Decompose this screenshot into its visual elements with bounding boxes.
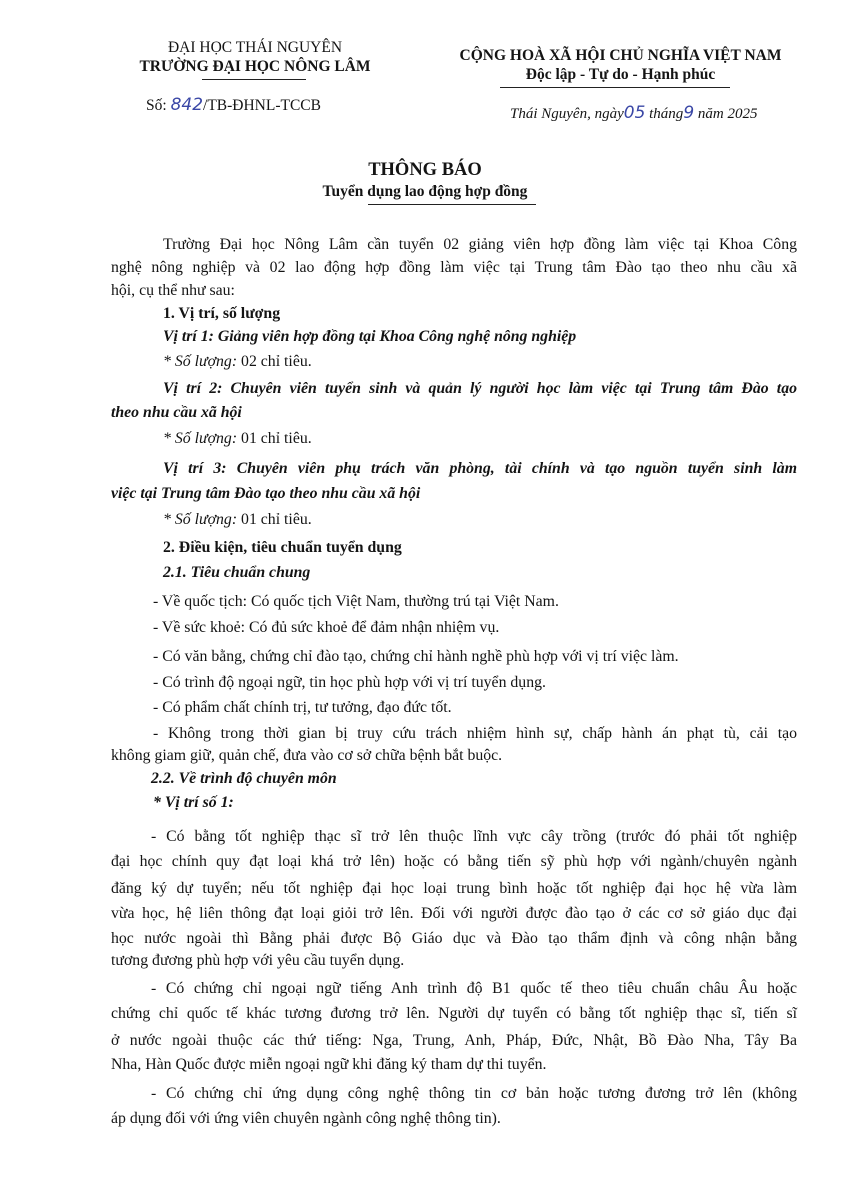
prof-req-3-line-1: - Có chứng chỉ ứng dụng công nghệ thông tin cơ bản hoặc tương đương trở lên (không [151, 1085, 797, 1102]
prof-req-2-line-3: ở nước ngoài thuộc các thứ tiếng: Nga, Trung, Anh, Pháp, Đức, Nhật, Bồ Đào Nha, Tây Ba [111, 1032, 797, 1049]
position-1-quantity [163, 351, 312, 373]
prof-req-2-line-4: Nha, Hàn Quốc được miễn ngoại ngữ khi đăng ký tham dự thi tuyển. [111, 1056, 547, 1073]
date-year: năm 2025 [697, 106, 758, 122]
general-req-5: - Có phẩm chất chính trị, tư tưởng, đạo đức tốt. [153, 699, 452, 716]
position-2-title-line-1: Vị trí 2: Chuyên viên tuyển sinh và quản lý người học làm việc tại Trung tâm Đào tạo [163, 380, 797, 397]
section-2-heading: 2. Điều kiện, tiêu chuẩn tuyển dụng [163, 539, 402, 556]
date-prefix: Thái Nguyên, ngày [510, 106, 624, 122]
quantity-label: * Số lượng: [163, 353, 238, 370]
doc-title: THÔNG BÁO [368, 160, 482, 180]
section-2-1-heading: 2.1. Tiêu chuẩn chung [163, 564, 311, 581]
date-month-label: tháng [649, 106, 684, 122]
prof-req-3-line-2: áp dụng đối với ứng viên chuyên ngành công nghệ thông tin). [111, 1110, 501, 1127]
position-3-title-line-2: việc tại Trung tâm Đào tạo theo nhu cầu xã hội [111, 485, 421, 502]
org-name: TRƯỜNG ĐẠI HỌC NÔNG LÂM [139, 58, 371, 75]
date-month: 9 [683, 103, 695, 123]
section-1-heading: 1. Vị trí, số lượng [163, 305, 281, 322]
section-2-2-heading: 2.2. Về trình độ chuyên môn [151, 770, 337, 787]
quantity-value: 02 chỉ tiêu. [237, 353, 312, 370]
date-day: 05 [623, 103, 646, 123]
general-req-3: - Có văn bằng, chứng chỉ đào tạo, chứng chỉ hành nghề phù hợp với vị trí việc làm. [153, 648, 679, 665]
quantity-label: * Số lượng: [163, 430, 238, 447]
motto: Độc lập - Tự do - Hạnh phúc [525, 66, 716, 83]
general-req-2: - Về sức khoẻ: Có đủ sức khoẻ để đảm nhận nhiệm vụ. [153, 619, 500, 636]
position-3-title-line-1: Vị trí 3: Chuyên viên phụ trách văn phòng, tài chính và tạo nguồn tuyển sinh làm [163, 460, 797, 477]
prof-req-2-line-1: - Có chứng chỉ ngoại ngữ tiếng Anh trình độ B1 quốc tế theo tiêu chuẩn châu Âu hoặc [151, 980, 797, 997]
prof-req-2-line-2: chứng chỉ quốc tế khác tương đương trở lên. Người dự tuyển có bằng tốt nghiệp thạc sĩ, tiến sĩ [111, 1005, 797, 1022]
intro-line-2: nghệ nông nghiệp và 02 lao động hợp đồng làm việc tại Trung tâm Đào tạo theo nhu cầu xã [111, 259, 797, 276]
general-req-6-line-1: - Không trong thời gian bị truy cứu trách nhiệm hình sự, chấp hành án phạt tù, cải tạo [153, 725, 797, 742]
position-3-quantity [163, 509, 312, 531]
prof-req-1-line-6: tương đương phù hợp với yêu cầu tuyển dụng. [111, 952, 405, 969]
prof-req-1-line-3: đăng ký dự tuyển; nếu tốt nghiệp đại học loại trung bình hoặc tốt nghiệp đại học hệ vừa làm [111, 880, 797, 897]
doc-number-prefix: Số: [146, 97, 171, 114]
quantity-value: 01 chỉ tiêu. [237, 430, 312, 447]
document-body [111, 0, 797, 1200]
prof-req-1-line-2: đại học chính quy đạt loại khá trở lên) hoặc có bằng tiến sỹ phù hợp với ngành/chuyên ngành [111, 853, 797, 870]
intro-line-3: hội, cụ thể như sau: [111, 282, 235, 299]
general-req-6-line-2: không giam giữ, quản chế, đưa vào cơ sở chữa bệnh bắt buộc. [111, 747, 503, 764]
doc-subtitle: Tuyển dụng lao động hợp đồng [322, 183, 528, 200]
general-req-1: - Về quốc tịch: Có quốc tịch Việt Nam, thường trú tại Việt Nam. [153, 593, 559, 610]
position-1-title: Vị trí 1: Giảng viên hợp đồng tại Khoa Công nghệ nông nghiệp [163, 328, 577, 345]
prof-req-1-line-4: vừa học, hệ liên thông đạt loại giỏi trở lên. Đối với người được đào tạo ở các cơ sở giáo dục đại [111, 905, 797, 922]
position-no-1-heading: * Vị trí số 1: [153, 794, 234, 811]
org-parent: ĐẠI HỌC THÁI NGUYÊN [167, 39, 343, 56]
doc-number-handwritten: 842 [170, 95, 204, 115]
intro-line-1: Trường Đại học Nông Lâm cần tuyển 02 giảng viên hợp đồng làm việc tại Khoa Công [163, 236, 797, 253]
doc-number-suffix: /TB-ĐHNL-TCCB [203, 97, 321, 114]
general-req-4: - Có trình độ ngoại ngữ, tin học phù hợp với vị trí tuyển dụng. [153, 674, 546, 691]
quantity-label: * Số lượng: [163, 511, 238, 528]
country-name: CỘNG HOÀ XÃ HỘI CHỦ NGHĨA VIỆT NAM [459, 47, 782, 64]
position-2-title-line-2: theo nhu cầu xã hội [111, 404, 242, 421]
position-2-quantity [163, 428, 312, 450]
prof-req-1-line-5: học nước ngoài thì Bằng phải được Bộ Giáo dục và Đào tạo thẩm định và công nhận bằng [111, 930, 797, 947]
prof-req-1-line-1: - Có bằng tốt nghiệp thạc sĩ trở lên thuộc lĩnh vực cây trồng (trước đó phải tốt nghiệp [151, 828, 797, 845]
quantity-value: 01 chỉ tiêu. [237, 511, 312, 528]
